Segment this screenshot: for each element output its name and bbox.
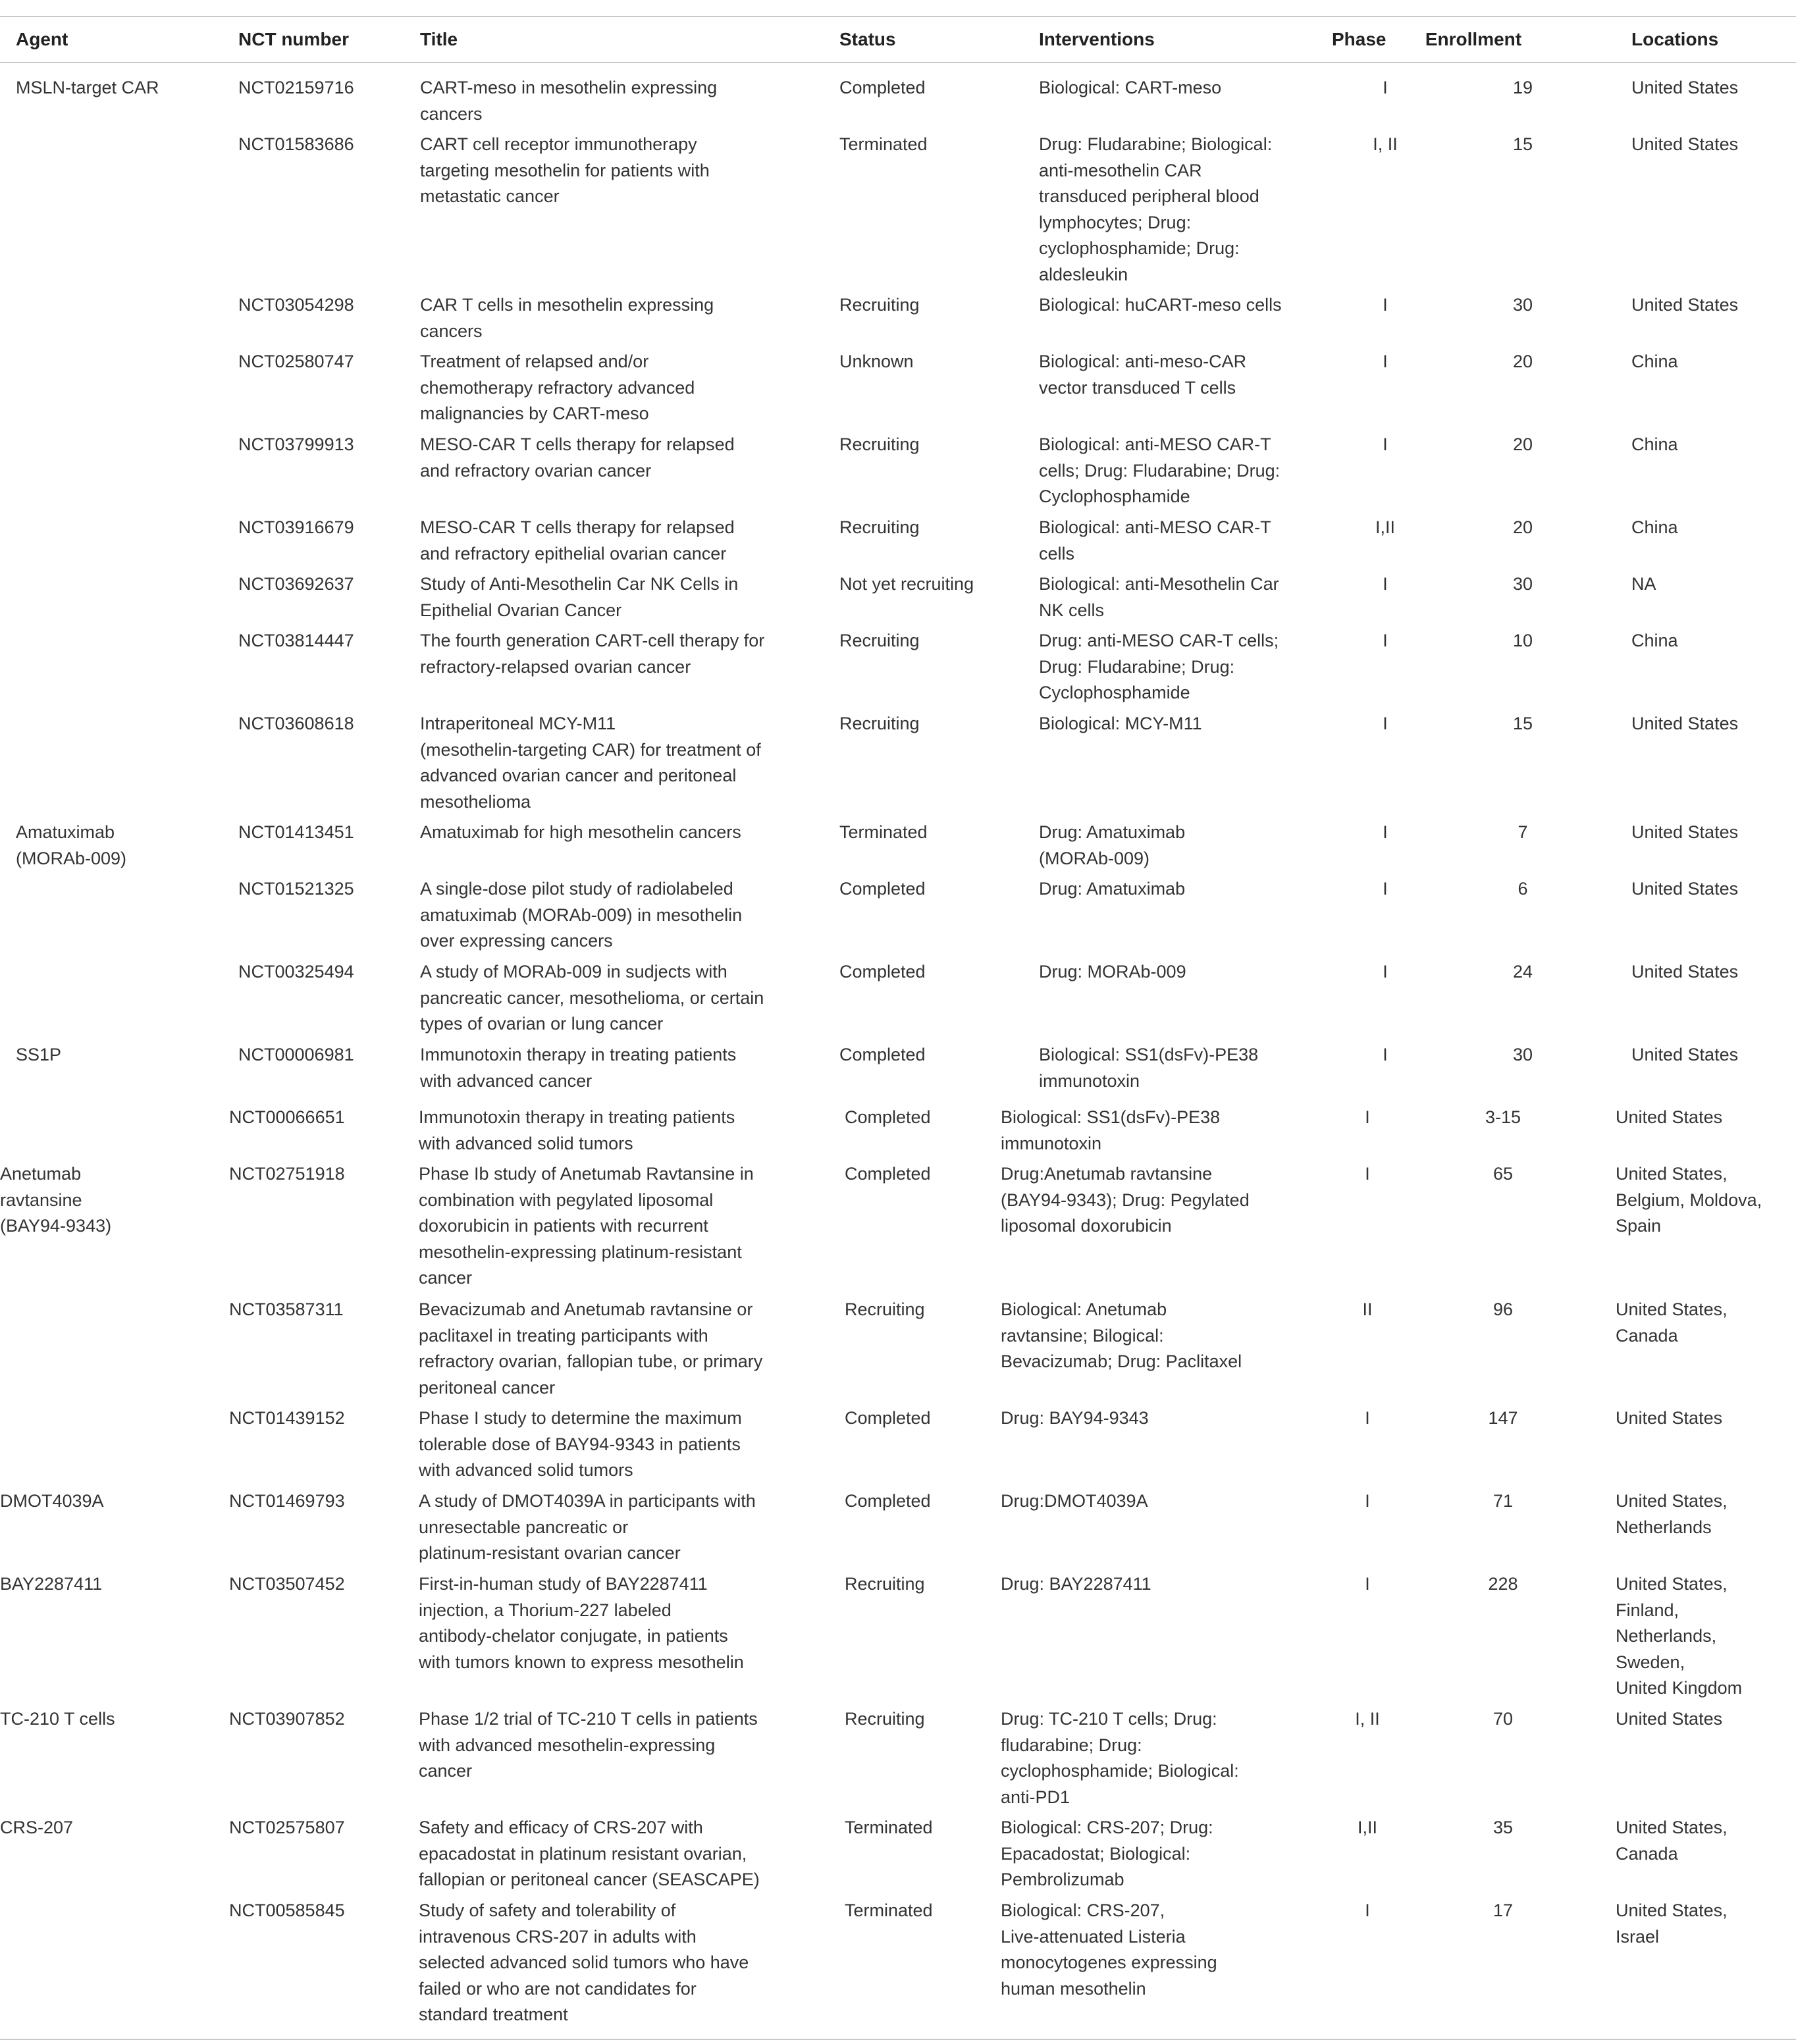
locations-cell: United States [1631,822,1739,842]
nct-number-cell: NCT03814447 [238,631,354,650]
interventions-cell: Drug: anti-MESO CAR-T cells; Drug: Fludarabine; Drug: Cyclophosphamide [1039,631,1279,702]
enrollment-cell: 7 [1518,822,1528,842]
locations-cell: United States [1631,134,1739,154]
phase-cell: II [1362,1299,1373,1319]
title-cell: Study of safety and tolerability of intravenous CRS-207 in adults with selected advanced solid tumors who have failed or who are not candidates for standard treatment [419,1900,749,2024]
locations-cell: United States [1631,962,1739,982]
status-cell: Completed [839,1045,926,1064]
interventions-cell: Drug: TC-210 T cells; Drug: fludarabine; Drug: cyclophosphamide; Biological: anti-PD1 [1001,1709,1239,1807]
title-cell: MESO-CAR T cells therapy for relapsed and refractory ovarian cancer [420,434,735,481]
title-cell: A study of MORAb-009 in sudjects with pancreatic cancer, mesothelioma, or certain types of ovarian or lung cancer [420,962,764,1034]
interventions-cell: Biological: SS1(dsFv)-PE38 immunotoxin [1001,1107,1221,1153]
title-cell: Phase I study to determine the maximum tolerable dose of BAY94-9343 in patients with advanced solid tumors [419,1408,742,1480]
enrollment-cell: 20 [1512,352,1533,371]
column-header-phase: Phase [1332,29,1387,49]
table-header-rule [0,62,1796,63]
locations-cell: NA [1631,574,1656,594]
phase-cell: I,II [1357,1818,1377,1837]
table-bottom-rule [0,2039,1796,2040]
agent-cell: CRS-207 [0,1818,74,1837]
phase-cell: I [1365,1107,1370,1127]
title-cell: CAR T cells in mesothelin expressing cancers [420,295,714,341]
phase-cell: I [1383,1045,1388,1064]
title-cell: Study of Anti-Mesothelin Car NK Cells in Epithelial Ovarian Cancer [420,574,739,620]
title-cell: MESO-CAR T cells therapy for relapsed and refractory epithelial ovarian cancer [420,517,735,563]
enrollment-cell: 17 [1492,1900,1514,1920]
nct-number-cell: NCT03054298 [238,295,354,315]
column-header-enrollment: Enrollment [1425,29,1522,49]
column-header-status: Status [839,29,896,49]
enrollment-cell: 15 [1512,134,1533,154]
status-cell: Terminated [845,1818,933,1837]
nct-number-cell: NCT03916679 [238,517,354,537]
locations-cell: China [1631,517,1678,537]
enrollment-cell: 20 [1512,434,1533,454]
phase-cell: I [1365,1408,1370,1428]
nct-number-cell: NCT03587311 [229,1299,344,1319]
status-cell: Completed [839,879,926,899]
phase-cell: I [1383,631,1388,650]
interventions-cell: Biological: anti-MESO CAR-T cells [1039,517,1271,563]
locations-cell: United States, Netherlands [1616,1491,1728,1537]
status-cell: Recruiting [839,434,920,454]
phase-cell: I, II [1373,134,1398,154]
title-cell: The fourth generation CART-cell therapy for refractory-relapsed ovarian cancer [420,631,765,677]
phase-cell: I [1383,295,1388,315]
phase-cell: I [1383,574,1388,594]
nct-number-cell: NCT02159716 [238,78,354,97]
enrollment-cell: 10 [1512,631,1533,650]
agent-cell: DMOT4039A [0,1491,104,1511]
nct-number-cell: NCT03507452 [229,1574,345,1594]
phase-cell: I [1365,1164,1370,1184]
agent-cell: Anetumab ravtansine (BAY94-9343) [0,1164,112,1236]
column-header-nct: NCT number [238,29,349,49]
column-header-locations: Locations [1631,29,1719,49]
enrollment-cell: 228 [1488,1574,1518,1594]
nct-number-cell: NCT01521325 [238,879,354,899]
title-cell: Immunotoxin therapy in treating patients with advanced solid tumors [419,1107,735,1153]
nct-number-cell: NCT00066651 [229,1107,345,1127]
column-header-title: Title [420,29,458,49]
phase-cell: I [1383,962,1388,982]
interventions-cell: Drug: BAY2287411 [1001,1574,1151,1594]
status-cell: Completed [839,962,926,982]
status-cell: Unknown [839,352,914,371]
status-cell: Recruiting [845,1574,925,1594]
agent-cell: SS1P [16,1045,62,1064]
interventions-cell: Biological: anti-meso-CAR vector transduced T cells [1039,352,1247,398]
status-cell: Recruiting [845,1299,925,1319]
status-cell: Recruiting [845,1709,925,1729]
locations-cell: United States [1631,879,1739,899]
nct-number-cell: NCT02575807 [229,1818,345,1837]
status-cell: Terminated [839,134,928,154]
interventions-cell: Biological: Anetumab ravtansine; Bilogical: Bevacizumab; Drug: Paclitaxel [1001,1299,1242,1371]
nct-number-cell: NCT01413451 [238,822,354,842]
title-cell: CART-meso in mesothelin expressing cancers [420,78,718,124]
enrollment-cell: 6 [1518,879,1528,899]
enrollment-cell: 30 [1512,1045,1533,1064]
nct-number-cell: NCT02751918 [229,1164,345,1184]
agent-cell: TC-210 T cells [0,1709,115,1729]
phase-cell: I [1365,1900,1370,1920]
agent-cell: MSLN-target CAR [16,78,159,97]
locations-cell: United States [1631,1045,1739,1064]
status-cell: Completed [845,1408,931,1428]
locations-cell: United States, Israel [1616,1900,1728,1947]
locations-cell: United States, Belgium, Moldova, Spain [1616,1164,1762,1236]
nct-number-cell: NCT01583686 [238,134,354,154]
enrollment-cell: 65 [1492,1164,1514,1184]
locations-cell: United States [1631,714,1739,733]
phase-cell: I [1365,1574,1370,1594]
nct-number-cell: NCT00325494 [238,962,354,982]
interventions-cell: Drug:DMOT4039A [1001,1491,1148,1511]
nct-number-cell: NCT03907852 [229,1709,345,1729]
title-cell: First-in-human study of BAY2287411 injection, a Thorium-227 labeled antibody-chelator conjugate, in patients with tumors known to express mesothelin [419,1574,744,1672]
status-cell: Completed [845,1107,931,1127]
locations-cell: China [1631,352,1678,371]
locations-cell: United States [1616,1709,1723,1729]
locations-cell: United States, Finland, Netherlands, Sweden, United Kingdom [1616,1574,1743,1698]
phase-cell: I [1383,822,1388,842]
title-cell: Safety and efficacy of CRS-207 with epacadostat in platinum resistant ovarian, fallopian or peritoneal cancer (SEASCAPE) [419,1818,760,1889]
enrollment-cell: 96 [1492,1299,1514,1319]
title-cell: Phase Ib study of Anetumab Ravtansine in combination with pegylated liposomal doxorubicin in patients with recurrent mesothelin-expressing platinum-resistant cancer [419,1164,754,1288]
title-cell: Phase 1/2 trial of TC-210 T cells in patients with advanced mesothelin-expressing cancer [419,1709,758,1781]
phase-cell: I [1365,1491,1370,1511]
enrollment-cell: 19 [1512,78,1533,97]
interventions-cell: Drug: Amatuximab [1039,879,1186,899]
status-cell: Terminated [845,1900,933,1920]
status-cell: Completed [845,1491,931,1511]
title-cell: Bevacizumab and Anetumab ravtansine or paclitaxel in treating participants with refractory ovarian, fallopian tube, or primary peritoneal cancer [419,1299,763,1398]
locations-cell: United States, Canada [1616,1299,1728,1346]
interventions-cell: Biological: anti-MESO CAR-T cells; Drug: Fludarabine; Drug: Cyclophosphamide [1039,434,1281,506]
interventions-cell: Biological: CRS-207, Live-attenuated Listeria monocytogenes expressing human mesothelin [1001,1900,1217,1999]
status-cell: Recruiting [839,295,920,315]
enrollment-cell: 3-15 [1485,1107,1521,1127]
enrollment-cell: 30 [1512,295,1533,315]
locations-cell: United States [1616,1107,1723,1127]
agent-cell: Amatuximab (MORAb-009) [16,822,127,868]
phase-cell: I [1383,434,1388,454]
locations-cell: United States [1631,78,1739,97]
interventions-cell: Drug: BAY94-9343 [1001,1408,1149,1428]
enrollment-cell: 35 [1492,1818,1514,1837]
enrollment-cell: 30 [1512,574,1533,594]
interventions-cell: Biological: huCART-meso cells [1039,295,1282,315]
nct-number-cell: NCT02580747 [238,352,354,371]
interventions-cell: Biological: anti-Mesothelin Car NK cells [1039,574,1279,620]
interventions-cell: Drug:Anetumab ravtansine (BAY94-9343); Drug: Pegylated liposomal doxorubicin [1001,1164,1250,1236]
nct-number-cell: NCT03799913 [238,434,354,454]
locations-cell: United States [1631,295,1739,315]
title-cell: CART cell receptor immunotherapy targeting mesothelin for patients with metastatic cancer [420,134,710,206]
phase-cell: I,II [1375,517,1395,537]
status-cell: Completed [839,78,926,97]
status-cell: Recruiting [839,714,920,733]
phase-cell: I, II [1355,1709,1380,1729]
phase-cell: I [1383,352,1388,371]
enrollment-cell: 71 [1492,1491,1514,1511]
locations-cell: China [1631,631,1678,650]
agent-cell: BAY2287411 [0,1574,103,1594]
enrollment-cell: 24 [1512,962,1533,982]
title-cell: Immunotoxin therapy in treating patients with advanced cancer [420,1045,737,1091]
interventions-cell: Biological: CRS-207; Drug: Epacadostat; Biological: Pembrolizumab [1001,1818,1213,1889]
locations-cell: United States [1616,1408,1723,1428]
status-cell: Recruiting [839,517,920,537]
enrollment-cell: 15 [1512,714,1533,733]
nct-number-cell: NCT01469793 [229,1491,345,1511]
title-cell: Amatuximab for high mesothelin cancers [420,822,741,842]
status-cell: Not yet recruiting [839,574,974,594]
title-cell: A single-dose pilot study of radiolabeled amatuximab (MORAb-009) in mesothelin over expressing cancers [420,879,743,951]
table-top-rule [0,16,1796,17]
phase-cell: I [1383,78,1388,97]
phase-cell: I [1383,879,1388,899]
nct-number-cell: NCT03608618 [238,714,354,733]
locations-cell: United States, Canada [1616,1818,1728,1864]
enrollment-cell: 147 [1488,1408,1518,1428]
nct-number-cell: NCT00585845 [229,1900,345,1920]
nct-number-cell: NCT01439152 [229,1408,345,1428]
enrollment-cell: 20 [1512,517,1533,537]
interventions-cell: Drug: MORAb-009 [1039,962,1186,982]
column-header-interventions: Interventions [1039,29,1155,49]
title-cell: Intraperitoneal MCY-M11 (mesothelin-targeting CAR) for treatment of advanced ovarian cancer and peritoneal mesothelioma [420,714,761,812]
status-cell: Recruiting [839,631,920,650]
nct-number-cell: NCT00006981 [238,1045,354,1064]
interventions-cell: Biological: SS1(dsFv)-PE38 immunotoxin [1039,1045,1259,1091]
interventions-cell: Drug: Amatuximab (MORAb-009) [1039,822,1186,868]
interventions-cell: Biological: CART-meso [1039,78,1222,97]
title-cell: Treatment of relapsed and/or chemotherapy refractory advanced malignancies by CART-meso [420,352,695,423]
nct-number-cell: NCT03692637 [238,574,354,594]
interventions-cell: Drug: Fludarabine; Biological: anti-mesothelin CAR transduced peripheral blood lymphocytes; Drug: cyclophosphamide; Drug: aldesleukin [1039,134,1273,284]
interventions-cell: Biological: MCY-M11 [1039,714,1202,733]
status-cell: Completed [845,1164,931,1184]
enrollment-cell: 70 [1492,1709,1514,1729]
column-header-agent: Agent [16,29,68,49]
phase-cell: I [1383,714,1388,733]
title-cell: A study of DMOT4039A in participants with unresectable pancreatic or platinum-resistant ovarian cancer [419,1491,756,1563]
status-cell: Terminated [839,822,928,842]
locations-cell: China [1631,434,1678,454]
